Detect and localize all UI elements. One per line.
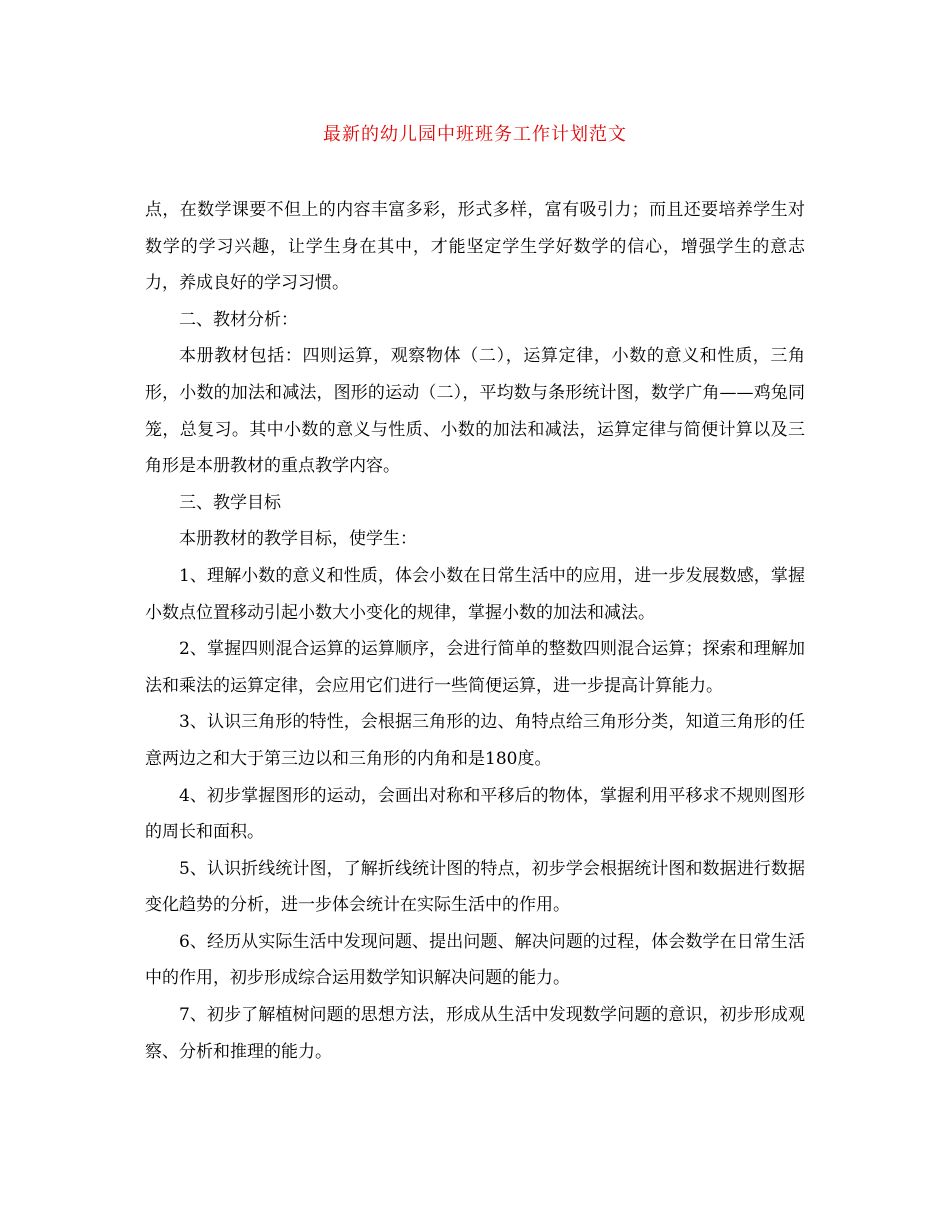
goal-item: 3、认识三角形的特性，会根据三角形的边、角特点给三角形分类，知道三角形的任意两边之和大于第三边以和三角形的内角和是180度。 bbox=[145, 712, 805, 769]
goal-item: 6、经历从实际生活中发现问题、提出问题、解决问题的过程，体会数学在日常生活中的作用，初步形成综合运用数学知识解决问题的能力。 bbox=[145, 931, 805, 989]
paragraph: 本册教材的教学目标，使学生： bbox=[179, 529, 417, 550]
section-heading-materials: 二、教材分析： bbox=[179, 309, 298, 330]
section-heading-goals: 三、教学目标 bbox=[179, 492, 281, 513]
paragraph: 点，在数学课要不但上的内容丰富多彩，形式多样，富有吸引力；而且还要培养学生对数学的学习兴趣，让学生身在其中，才能坚定学生学好数学的信心，增强学生的意志力，养成良好的学习习惯。 bbox=[145, 200, 805, 294]
paragraph: 本册教材包括：四则运算，观察物体（二），运算定律，小数的意义和性质，三角形，小数的加法和减法，图形的运动（二），平均数与条形统计图，数学广角——鸡兔同笼，总复习。其中小数的意义与性质、小数的加法和减法，运算定律与简便计算以及三角形是本册教材的重点教学内容。 bbox=[145, 346, 805, 477]
goal-item: 4、初步掌握图形的运动，会画出对称和平移后的物体，掌握利用平移求不规则图形的周长和面积。 bbox=[145, 785, 805, 843]
goal-item: 7、初步了解植树问题的思想方法，形成从生活中发现数学问题的意识，初步形成观察、分析和推理的能力。 bbox=[145, 1005, 805, 1062]
document-body bbox=[145, 192, 805, 1070]
goal-item: 2、掌握四则混合运算的运算顺序，会进行简单的整数四则混合运算；探索和理解加法和乘法的运算定律，会应用它们进行一些简便运算，进一步提高计算能力。 bbox=[145, 639, 805, 696]
goal-item: 5、认识折线统计图，了解折线统计图的特点，初步学会根据统计图和数据进行数据变化趋势的分析，进一步体会统计在实际生活中的作用。 bbox=[145, 858, 805, 916]
goal-item: 1、理解小数的意义和性质，体会小数在日常生活中的应用，进一步发展数感，掌握小数点位置移动引起小数大小变化的规律，掌握小数的加法和减法。 bbox=[145, 565, 805, 623]
document-title: 最新的幼儿园中班班务工作计划范文 bbox=[323, 124, 627, 145]
